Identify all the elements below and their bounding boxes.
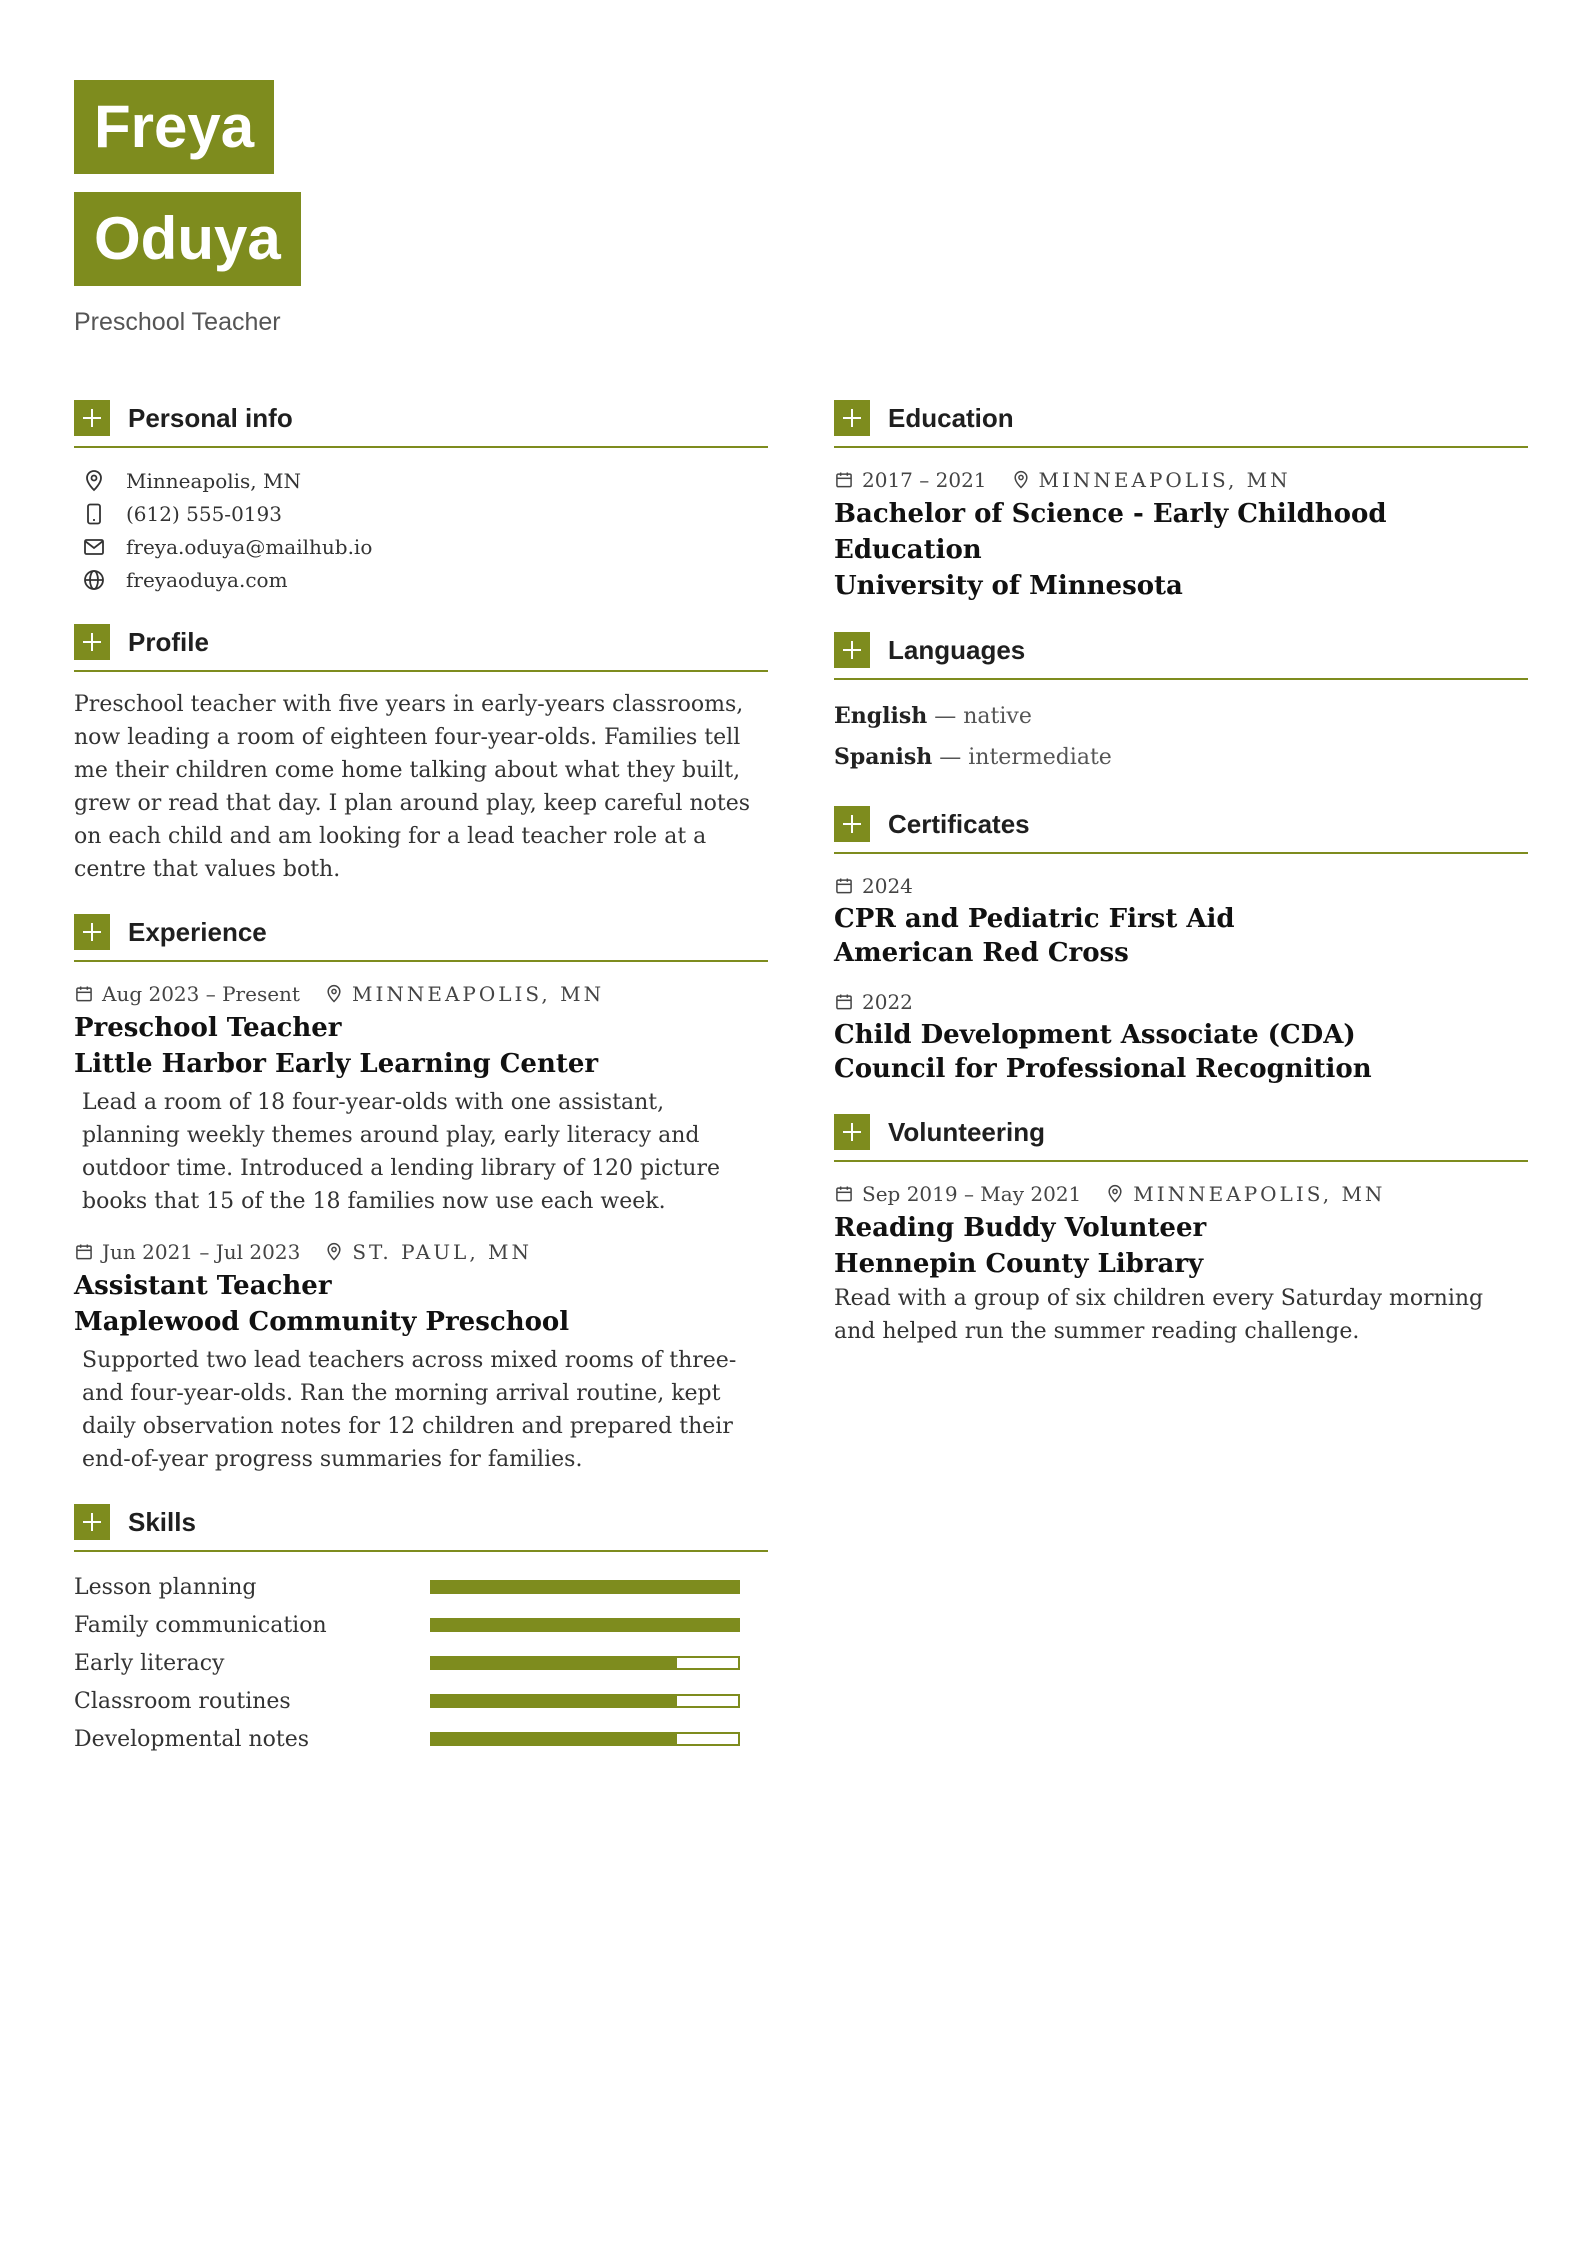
volunteering-entry [834,1178,1528,1348]
entry-org: Maplewood Community Preschool [74,1307,570,1337]
entry-role: Preschool Teacher [74,1013,342,1043]
info-text[interactable]: freya.oduya@mailhub.io [126,534,373,559]
skill-bar [430,1694,740,1708]
experience-entry [74,1236,768,1476]
plus-icon [74,1504,110,1540]
skill-bar [430,1656,740,1670]
calendar-icon [74,984,94,1004]
skill-bar [430,1580,740,1594]
skill-bar [430,1618,740,1632]
skills-section [74,1502,768,1758]
language-name: Spanish [834,744,933,770]
entry-description: Lead a room of 18 four-year-olds with one assistant, planning weekly themes around play, early literacy and outdoor time. Introduced a lending library of 120 picture books that 15 of the 18 families now use each week. [82,1090,720,1214]
certificate-issuer: American Red Cross [834,938,1129,968]
info-email [74,530,768,563]
calendar-icon [74,1242,94,1262]
experience-section [74,912,768,1476]
section-header [74,622,768,672]
plus-icon [834,1114,870,1150]
certificate-entry [834,986,1528,1086]
entry-dates: Sep 2019 – May 2021 [862,1182,1082,1206]
section-header [834,398,1528,448]
personal-info-section [74,398,768,596]
header [74,80,301,337]
info-phone [74,497,768,530]
languages-section [834,630,1528,778]
skill-name: Developmental notes [74,1726,310,1752]
entry-dates: Aug 2023 – Present [102,982,300,1006]
globe-icon [82,568,106,592]
degree: Bachelor of Science - Early Childhood Education [834,499,1387,565]
skill-fill [432,1582,738,1592]
location-pin-icon [1105,1184,1125,1204]
entry-role: Reading Buddy Volunteer [834,1213,1207,1243]
entry-description: Read with a group of six children every Saturday morning and helped run the summer reading challenge. [834,1286,1484,1344]
plus-icon [834,632,870,668]
section-header [74,1502,768,1552]
skill-row [74,1720,768,1758]
location-pin-icon [1011,470,1031,490]
skill-fill [432,1658,677,1668]
section-header [834,630,1528,680]
info-website [74,563,768,596]
certificates-section [834,804,1528,1086]
left-column [74,398,768,1784]
certificate-name: CPR and Pediatric First Aid [834,904,1235,934]
calendar-icon [834,470,854,490]
section-title: Languages [888,634,1026,665]
calendar-icon [834,876,854,896]
skill-row [74,1682,768,1720]
experience-entry [74,978,768,1218]
info-location [74,464,768,497]
entry-meta [834,464,1528,496]
entry-location: MINNEAPOLIS, MN [1133,1182,1386,1206]
skill-bar [430,1732,740,1746]
section-title: Profile [128,626,209,657]
skill-row [74,1568,768,1606]
skill-name: Classroom routines [74,1688,291,1714]
calendar-icon [834,992,854,1012]
certificate-year: 2024 [862,874,913,898]
entry-dates: 2017 – 2021 [862,468,987,492]
plus-icon [74,914,110,950]
section-title: Experience [128,916,267,947]
section-title: Certificates [888,808,1030,839]
location-pin-icon [324,984,344,1004]
info-text: (612) 555-0193 [126,501,282,526]
plus-icon [74,624,110,660]
job-title: Preschool Teacher [74,308,281,336]
entry-location: MINNEAPOLIS, MN [351,982,605,1006]
entry-meta [74,978,768,1010]
section-title: Education [888,402,1014,433]
entry-meta [74,1236,768,1268]
info-text[interactable]: freyaoduya.com [126,567,288,592]
entry-meta [834,986,1528,1018]
entry-meta [834,1178,1528,1210]
skill-row [74,1644,768,1682]
skill-row [74,1606,768,1644]
plus-icon [74,400,110,436]
language-row [834,696,1528,737]
language-name: English [834,703,928,729]
location-pin-icon [324,1242,344,1262]
profile-text: Preschool teacher with five years in early-years classrooms, now leading a room of eighteen four-year-olds. Families tell me their children come home talking about what they built, grew or read that day. I plan around play, keep careful notes on each child and am looking for a lead teacher role at a centre that values both. [74,692,751,882]
certificate-entry [834,870,1528,970]
education-section [834,398,1528,604]
entry-location: MINNEAPOLIS, MN [1038,468,1291,492]
language-level: — native [934,704,1032,729]
right-column [834,398,1528,1374]
last-name: Oduya [74,192,301,286]
skill-fill [432,1620,738,1630]
skill-name: Lesson planning [74,1574,257,1600]
certificate-year: 2022 [862,990,913,1014]
info-text: Minneapolis, MN [126,468,301,493]
section-title: Skills [128,1506,196,1537]
entry-location: ST. PAUL, MN [352,1240,533,1264]
email-icon [82,535,106,559]
profile-section [74,622,768,886]
language-row [834,737,1528,778]
volunteering-section [834,1112,1528,1348]
skill-fill [432,1734,677,1744]
location-pin-icon [82,469,106,493]
section-header [74,398,768,448]
certificate-issuer: Council for Professional Recognition [834,1054,1372,1084]
section-header [834,1112,1528,1162]
school: University of Minnesota [834,571,1183,601]
plus-icon [834,806,870,842]
entry-org: Little Harbor Early Learning Center [74,1049,599,1079]
first-name: Freya [74,80,274,174]
calendar-icon [834,1184,854,1204]
skill-name: Early literacy [74,1650,225,1676]
entry-role: Assistant Teacher [74,1271,332,1301]
section-title: Personal info [128,402,293,433]
section-title: Volunteering [888,1116,1045,1147]
section-header [74,912,768,962]
entry-org: Hennepin County Library [834,1249,1204,1279]
certificate-name: Child Development Associate (CDA) [834,1020,1356,1050]
education-entry [834,464,1528,604]
language-level: — intermediate [939,745,1112,770]
plus-icon [834,400,870,436]
phone-icon [82,502,106,526]
skill-fill [432,1696,677,1706]
entry-description: Supported two lead teachers across mixed rooms of three- and four-year-olds. Ran the morning arrival routine, kept daily observation notes for 12 children and prepared their end-of-year progress summaries for families. [82,1348,737,1472]
section-header [834,804,1528,854]
entry-dates: Jun 2021 – Jul 2023 [102,1240,301,1264]
skill-name: Family communication [74,1612,327,1638]
entry-meta [834,870,1528,902]
